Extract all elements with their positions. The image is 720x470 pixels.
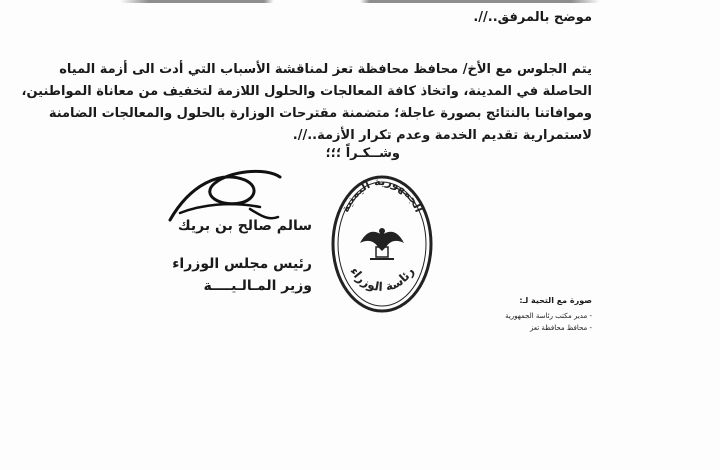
letter-line-2: الحاصلة في المدينة، واتخاذ كافة المعالجات والحلول اللازمة لتخفيف من معاناة المواطنين، [21,84,592,99]
svg-text:الجمهورية اليمنية [339,175,426,214]
signer-name: سالم صالح بن بريك [177,218,312,234]
svg-text:رئاسة الوزراء [347,265,416,294]
seal-top-text: الجمهورية اليمنية [338,174,426,215]
seal-bottom-text: رئاسة الوزراء [347,264,417,294]
signer-title-finance-minister: وزير المـالـيــــة [203,278,312,294]
copies-heading: صورة مع التحية لـ: [519,296,592,305]
letter-top-line: موضح بالمرفق..//. [473,10,592,25]
copy-recipient-1: - مدير مكتب رئاسة الجمهورية [505,312,592,320]
letter-line-4: لاستمرارية تقديم الخدمة وعدم تكرار الأزمة..//. [292,128,592,143]
signer-title-prime-minister: رئيس مجلس الوزراء [172,256,312,272]
letter-line-3: وموافاتنا بالنتائج بصورة عاجلة؛ متضمنة مقترحات الوزارة بالحلول والمعالجات الضامنة [48,106,592,121]
letter-line-1: يتم الجلوس مع الأخ/ محافظ محافظة تعز لمناقشة الأسباب التي أدت الى أزمة المياه [59,62,592,77]
official-seal [330,173,434,315]
letter-thanks: وشــكـراً ؛؛؛ [325,146,400,161]
cropped-previous-line [120,0,600,3]
copy-recipient-2: - محافظ محافظة تعز [529,324,592,332]
eagle-emblem-icon [360,228,404,259]
